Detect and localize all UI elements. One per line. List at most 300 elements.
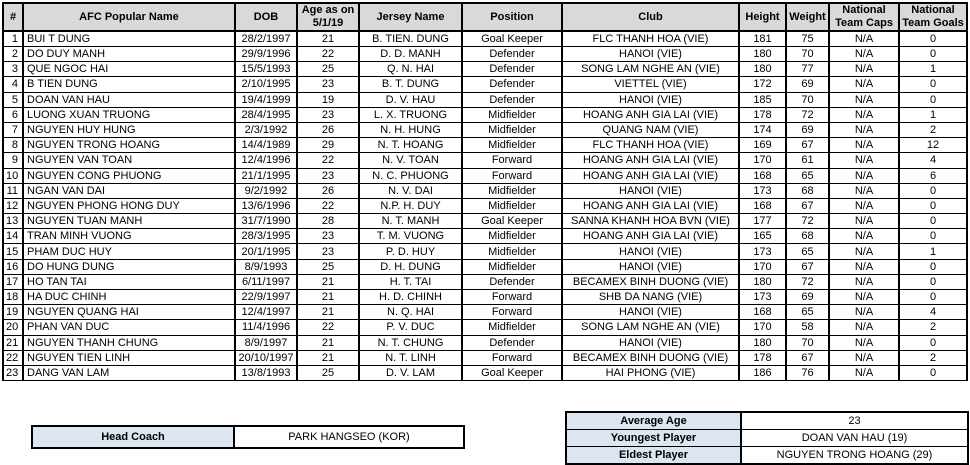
cell-name: NGUYEN PHONG HONG DUY: [23, 198, 235, 213]
cell-position: Forward: [462, 350, 562, 365]
cell-jersey: N. V. TOAN: [359, 153, 462, 168]
cell-goals: 0: [899, 229, 967, 244]
cell-dob: 6/11/1997: [235, 274, 297, 289]
col-header-weight: Weight: [786, 3, 829, 31]
cell-position: Defender: [462, 62, 562, 77]
cell-goals: 0: [899, 365, 967, 380]
cell-num: 5: [3, 92, 23, 107]
cell-dob: 13/8/1993: [235, 365, 297, 380]
cell-goals: 12: [899, 138, 967, 153]
cell-name: DO HUNG DUNG: [23, 259, 235, 274]
cell-num: 15: [3, 244, 23, 259]
cell-name: DOAN VAN HAU: [23, 92, 235, 107]
player-row: [3, 244, 967, 259]
cell-num: 3: [3, 62, 23, 77]
cell-age: 26: [297, 122, 359, 137]
head-coach-value: PARK HANGSEO (KOR): [234, 426, 464, 448]
cell-jersey: D. V. HAU: [359, 92, 462, 107]
cell-age: 21: [297, 274, 359, 289]
cell-weight: 72: [786, 107, 829, 122]
cell-weight: 69: [786, 122, 829, 137]
cell-goals: 0: [899, 214, 967, 229]
cell-position: Midfielder: [462, 259, 562, 274]
cell-dob: 12/4/1996: [235, 153, 297, 168]
cell-weight: 72: [786, 214, 829, 229]
cell-age: 21: [297, 350, 359, 365]
cell-caps: N/A: [829, 274, 899, 289]
cell-weight: 68: [786, 229, 829, 244]
cell-name: NGUYEN HUY HUNG: [23, 122, 235, 137]
cell-height: 180: [739, 335, 786, 350]
player-row: [3, 229, 967, 244]
cell-dob: 2/3/1992: [235, 122, 297, 137]
summary-tbody: [566, 412, 968, 464]
cell-num: 8: [3, 138, 23, 153]
col-header-name: AFC Popular Name: [23, 3, 235, 31]
cell-num: 21: [3, 335, 23, 350]
player-row: [3, 198, 967, 213]
cell-num: 1: [3, 31, 23, 47]
player-row: [3, 290, 967, 305]
col-header-num: #: [3, 3, 23, 31]
cell-caps: N/A: [829, 259, 899, 274]
cell-club: HANOI (VIE): [562, 259, 739, 274]
cell-position: Forward: [462, 168, 562, 183]
cell-name: NGUYEN CONG PHUONG: [23, 168, 235, 183]
cell-goals: 1: [899, 107, 967, 122]
cell-jersey: H. D. CHINH: [359, 290, 462, 305]
cell-goals: 4: [899, 305, 967, 320]
cell-jersey: Q. N. HAI: [359, 62, 462, 77]
cell-position: Midfielder: [462, 107, 562, 122]
cell-jersey: D. H. DUNG: [359, 259, 462, 274]
cell-position: Defender: [462, 92, 562, 107]
summary-value: NGUYEN TRONG HOANG (29): [741, 447, 968, 465]
cell-dob: 8/9/1997: [235, 335, 297, 350]
cell-age: 25: [297, 259, 359, 274]
player-row: [3, 77, 967, 92]
head-coach-label: Head Coach: [32, 426, 234, 448]
cell-num: 9: [3, 153, 23, 168]
cell-club: HOANG ANH GIA LAI (VIE): [562, 153, 739, 168]
cell-position: Midfielder: [462, 320, 562, 335]
cell-height: 173: [739, 290, 786, 305]
cell-club: HANOI (VIE): [562, 335, 739, 350]
cell-age: 21: [297, 31, 359, 47]
cell-jersey: H. T. TAI: [359, 274, 462, 289]
cell-weight: 67: [786, 198, 829, 213]
player-row: [3, 47, 967, 62]
cell-goals: 0: [899, 290, 967, 305]
cell-num: 10: [3, 168, 23, 183]
cell-age: 29: [297, 138, 359, 153]
cell-club: HANOI (VIE): [562, 305, 739, 320]
cell-name: NGUYEN TRONG HOANG: [23, 138, 235, 153]
cell-position: Goal Keeper: [462, 214, 562, 229]
cell-height: 172: [739, 77, 786, 92]
player-row: [3, 214, 967, 229]
cell-height: 181: [739, 31, 786, 47]
col-header-club: Club: [562, 3, 739, 31]
cell-jersey: N. T. HOANG: [359, 138, 462, 153]
cell-num: 11: [3, 183, 23, 198]
cell-dob: 28/2/1997: [235, 31, 297, 47]
cell-jersey: L. X. TRUONG: [359, 107, 462, 122]
cell-caps: N/A: [829, 153, 899, 168]
summary-row: [566, 430, 968, 447]
cell-height: 173: [739, 244, 786, 259]
cell-caps: N/A: [829, 320, 899, 335]
player-row: [3, 274, 967, 289]
cell-weight: 67: [786, 259, 829, 274]
cell-club: QUANG NAM (VIE): [562, 122, 739, 137]
cell-jersey: N. Q. HAI: [359, 305, 462, 320]
cell-jersey: N. V. DAI: [359, 183, 462, 198]
cell-age: 23: [297, 107, 359, 122]
cell-height: 186: [739, 365, 786, 380]
cell-weight: 65: [786, 168, 829, 183]
cell-num: 6: [3, 107, 23, 122]
player-row: [3, 107, 967, 122]
player-row: [3, 153, 967, 168]
cell-club: HANOI (VIE): [562, 92, 739, 107]
cell-name: NGUYEN VAN TOAN: [23, 153, 235, 168]
col-header-caps: National Team Caps: [829, 3, 899, 31]
cell-dob: 22/9/1997: [235, 290, 297, 305]
cell-age: 23: [297, 77, 359, 92]
cell-dob: 11/4/1996: [235, 320, 297, 335]
cell-goals: 1: [899, 62, 967, 77]
players-tbody: [3, 31, 967, 381]
cell-jersey: N. H. HUNG: [359, 122, 462, 137]
cell-height: 180: [739, 274, 786, 289]
cell-position: Defender: [462, 335, 562, 350]
cell-caps: N/A: [829, 92, 899, 107]
cell-jersey: P. D. HUY: [359, 244, 462, 259]
player-row: [3, 320, 967, 335]
cell-dob: 2/10/1995: [235, 77, 297, 92]
cell-weight: 76: [786, 365, 829, 380]
cell-position: Midfielder: [462, 244, 562, 259]
cell-goals: 2: [899, 320, 967, 335]
cell-goals: 2: [899, 122, 967, 137]
cell-name: NGAN VAN DAI: [23, 183, 235, 198]
cell-name: NGUYEN THANH CHUNG: [23, 335, 235, 350]
cell-club: HANOI (VIE): [562, 244, 739, 259]
cell-age: 23: [297, 244, 359, 259]
cell-club: HOANG ANH GIA LAI (VIE): [562, 198, 739, 213]
cell-name: B TIEN DUNG: [23, 77, 235, 92]
cell-weight: 61: [786, 153, 829, 168]
cell-caps: N/A: [829, 183, 899, 198]
cell-jersey: N. T. MANH: [359, 214, 462, 229]
cell-caps: N/A: [829, 335, 899, 350]
cell-dob: 29/9/1996: [235, 47, 297, 62]
cell-goals: 0: [899, 259, 967, 274]
cell-caps: N/A: [829, 350, 899, 365]
col-header-height: Height: [739, 3, 786, 31]
player-row: [3, 183, 967, 198]
cell-age: 28: [297, 214, 359, 229]
cell-name: DANG VAN LAM: [23, 365, 235, 380]
cell-age: 21: [297, 335, 359, 350]
cell-dob: 28/3/1995: [235, 229, 297, 244]
cell-club: HANOI (VIE): [562, 183, 739, 198]
cell-height: 168: [739, 305, 786, 320]
cell-caps: N/A: [829, 214, 899, 229]
player-row: [3, 335, 967, 350]
player-row: [3, 31, 967, 47]
cell-height: 178: [739, 350, 786, 365]
cell-name: TRAN MINH VUONG: [23, 229, 235, 244]
cell-position: Goal Keeper: [462, 31, 562, 47]
cell-jersey: N. T. LINH: [359, 350, 462, 365]
cell-name: DO DUY MANH: [23, 47, 235, 62]
cell-height: 168: [739, 168, 786, 183]
cell-name: BUI T DUNG: [23, 31, 235, 47]
cell-age: 23: [297, 229, 359, 244]
cell-position: Midfielder: [462, 198, 562, 213]
cell-jersey: D. V. LAM: [359, 365, 462, 380]
cell-position: Forward: [462, 290, 562, 305]
cell-club: HOANG ANH GIA LAI (VIE): [562, 168, 739, 183]
summary-row: [566, 447, 968, 465]
cell-goals: 0: [899, 31, 967, 47]
player-row: [3, 92, 967, 107]
cell-caps: N/A: [829, 365, 899, 380]
cell-dob: 19/4/1999: [235, 92, 297, 107]
cell-height: 177: [739, 214, 786, 229]
cell-name: QUE NGOC HAI: [23, 62, 235, 77]
cell-club: HANOI (VIE): [562, 47, 739, 62]
cell-dob: 31/7/1990: [235, 214, 297, 229]
cell-position: Defender: [462, 77, 562, 92]
col-header-jersey: Jersey Name: [359, 3, 462, 31]
cell-num: 12: [3, 198, 23, 213]
cell-jersey: B. TIEN. DUNG: [359, 31, 462, 47]
player-row: [3, 62, 967, 77]
cell-position: Midfielder: [462, 183, 562, 198]
cell-num: 22: [3, 350, 23, 365]
cell-height: 169: [739, 138, 786, 153]
cell-weight: 70: [786, 47, 829, 62]
cell-num: 13: [3, 214, 23, 229]
cell-height: 185: [739, 92, 786, 107]
cell-height: 173: [739, 183, 786, 198]
cell-height: 180: [739, 62, 786, 77]
cell-goals: 2: [899, 350, 967, 365]
cell-weight: 72: [786, 274, 829, 289]
cell-height: 170: [739, 259, 786, 274]
cell-goals: 4: [899, 153, 967, 168]
cell-height: 170: [739, 320, 786, 335]
cell-height: 168: [739, 198, 786, 213]
cell-height: 180: [739, 47, 786, 62]
cell-jersey: N. C. PHUONG: [359, 168, 462, 183]
player-row: [3, 259, 967, 274]
cell-age: 23: [297, 168, 359, 183]
cell-club: BECAMEX BINH DUONG (VIE): [562, 274, 739, 289]
cell-num: 23: [3, 365, 23, 380]
cell-num: 16: [3, 259, 23, 274]
cell-position: Forward: [462, 153, 562, 168]
col-header-goals: National Team Goals: [899, 3, 967, 31]
cell-position: Midfielder: [462, 138, 562, 153]
cell-num: 17: [3, 274, 23, 289]
cell-num: 14: [3, 229, 23, 244]
cell-age: 22: [297, 153, 359, 168]
cell-weight: 70: [786, 92, 829, 107]
cell-num: 2: [3, 47, 23, 62]
cell-weight: 69: [786, 290, 829, 305]
cell-caps: N/A: [829, 62, 899, 77]
cell-name: NGUYEN QUANG HAI: [23, 305, 235, 320]
cell-club: HAI PHONG (VIE): [562, 365, 739, 380]
cell-club: SANNA KHANH HOA BVN (VIE): [562, 214, 739, 229]
cell-name: HA DUC CHINH: [23, 290, 235, 305]
cell-jersey: B. T. DUNG: [359, 77, 462, 92]
cell-weight: 68: [786, 183, 829, 198]
cell-weight: 75: [786, 31, 829, 47]
cell-dob: 12/4/1997: [235, 305, 297, 320]
cell-weight: 67: [786, 350, 829, 365]
cell-height: 178: [739, 107, 786, 122]
cell-club: SONG LAM NGHE AN (VIE): [562, 62, 739, 77]
cell-club: BECAMEX BINH DUONG (VIE): [562, 350, 739, 365]
cell-name: LUONG XUAN TRUONG: [23, 107, 235, 122]
cell-age: 22: [297, 320, 359, 335]
head-coach-row: [32, 426, 464, 448]
cell-caps: N/A: [829, 47, 899, 62]
cell-club: HOANG ANH GIA LAI (VIE): [562, 229, 739, 244]
cell-caps: N/A: [829, 77, 899, 92]
cell-age: 25: [297, 365, 359, 380]
cell-caps: N/A: [829, 305, 899, 320]
cell-caps: N/A: [829, 229, 899, 244]
cell-club: VIETTEL (VIE): [562, 77, 739, 92]
cell-weight: 67: [786, 138, 829, 153]
cell-jersey: P. V. DUC: [359, 320, 462, 335]
cell-dob: 8/9/1993: [235, 259, 297, 274]
player-row: [3, 138, 967, 153]
cell-age: 26: [297, 183, 359, 198]
cell-num: 4: [3, 77, 23, 92]
cell-club: HOANG ANH GIA LAI (VIE): [562, 107, 739, 122]
cell-goals: 0: [899, 92, 967, 107]
cell-club: FLC THANH HOA (VIE): [562, 138, 739, 153]
cell-num: 19: [3, 305, 23, 320]
cell-jersey: D. D. MANH: [359, 47, 462, 62]
cell-name: HO TAN TAI: [23, 274, 235, 289]
players-table: [2, 2, 968, 381]
player-row: [3, 168, 967, 183]
col-header-age: Age as on 5/1/19: [297, 3, 359, 31]
cell-goals: 1: [899, 244, 967, 259]
cell-weight: 65: [786, 244, 829, 259]
cell-dob: 9/2/1992: [235, 183, 297, 198]
cell-position: Defender: [462, 274, 562, 289]
player-row: [3, 305, 967, 320]
cell-position: Defender: [462, 47, 562, 62]
cell-caps: N/A: [829, 31, 899, 47]
cell-age: 22: [297, 198, 359, 213]
cell-name: NGUYEN TUAN MANH: [23, 214, 235, 229]
cell-jersey: N. T. CHUNG: [359, 335, 462, 350]
cell-dob: 20/1/1995: [235, 244, 297, 259]
cell-caps: N/A: [829, 168, 899, 183]
cell-dob: 20/10/1997: [235, 350, 297, 365]
cell-weight: 69: [786, 77, 829, 92]
cell-position: Forward: [462, 305, 562, 320]
cell-name: NGUYEN TIEN LINH: [23, 350, 235, 365]
cell-caps: N/A: [829, 107, 899, 122]
player-row: [3, 122, 967, 137]
cell-goals: 6: [899, 168, 967, 183]
cell-dob: 15/5/1993: [235, 62, 297, 77]
summary-label: Average Age: [566, 412, 741, 430]
cell-position: Goal Keeper: [462, 365, 562, 380]
cell-num: 20: [3, 320, 23, 335]
cell-goals: 0: [899, 335, 967, 350]
cell-name: PHAM DUC HUY: [23, 244, 235, 259]
cell-weight: 77: [786, 62, 829, 77]
cell-dob: 21/1/1995: [235, 168, 297, 183]
player-row: [3, 365, 967, 380]
cell-age: 21: [297, 305, 359, 320]
col-header-position: Position: [462, 3, 562, 31]
cell-club: FLC THANH HOA (VIE): [562, 31, 739, 47]
cell-goals: 0: [899, 198, 967, 213]
summary-label: Youngest Player: [566, 430, 741, 447]
cell-jersey: T. M. VUONG: [359, 229, 462, 244]
cell-height: 165: [739, 229, 786, 244]
cell-age: 25: [297, 62, 359, 77]
summary-row: [566, 412, 968, 430]
cell-club: SHB DA NANG (VIE): [562, 290, 739, 305]
summary-table: [565, 411, 969, 465]
cell-caps: N/A: [829, 138, 899, 153]
cell-num: 7: [3, 122, 23, 137]
cell-goals: 0: [899, 274, 967, 289]
player-row: [3, 350, 967, 365]
cell-club: SONG LAM NGHE AN (VIE): [562, 320, 739, 335]
cell-caps: N/A: [829, 198, 899, 213]
head-coach-table: [31, 425, 465, 449]
cell-position: Midfielder: [462, 122, 562, 137]
cell-jersey: N.P. H. DUY: [359, 198, 462, 213]
summary-value: DOAN VAN HAU (19): [741, 430, 968, 447]
summary-value: 23: [741, 412, 968, 430]
cell-position: Midfielder: [462, 229, 562, 244]
cell-dob: 28/4/1995: [235, 107, 297, 122]
cell-name: PHAN VAN DUC: [23, 320, 235, 335]
cell-caps: N/A: [829, 290, 899, 305]
cell-caps: N/A: [829, 244, 899, 259]
cell-weight: 65: [786, 305, 829, 320]
cell-goals: 0: [899, 183, 967, 198]
cell-weight: 70: [786, 335, 829, 350]
cell-height: 174: [739, 122, 786, 137]
cell-goals: 0: [899, 77, 967, 92]
cell-caps: N/A: [829, 122, 899, 137]
cell-dob: 14/4/1989: [235, 138, 297, 153]
cell-goals: 0: [899, 47, 967, 62]
cell-height: 170: [739, 153, 786, 168]
col-header-dob: DOB: [235, 3, 297, 31]
cell-age: 22: [297, 47, 359, 62]
cell-weight: 58: [786, 320, 829, 335]
cell-age: 21: [297, 290, 359, 305]
